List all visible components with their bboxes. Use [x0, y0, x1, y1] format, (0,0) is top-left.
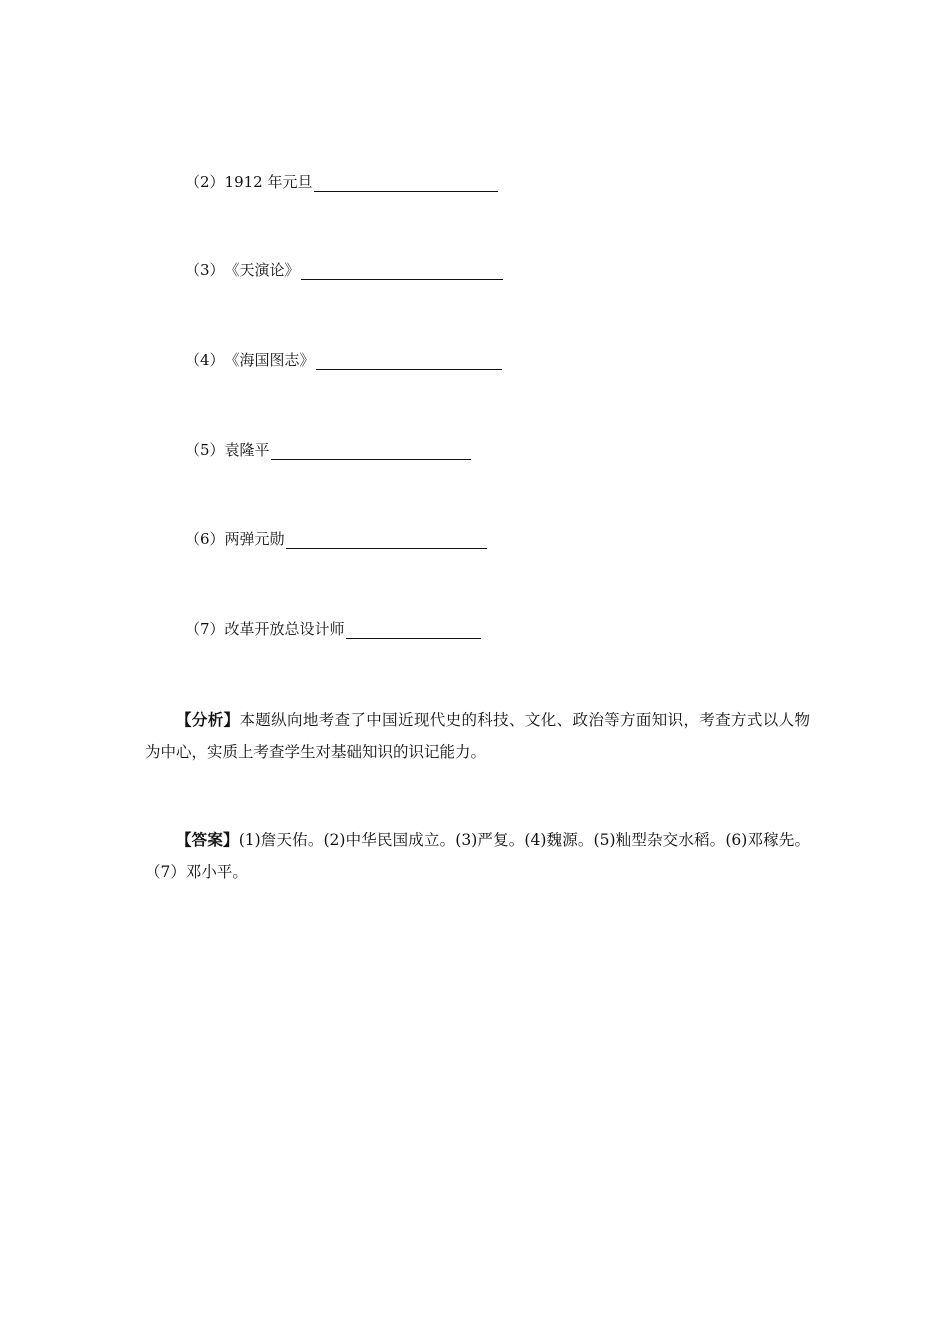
analysis-paragraph	[145, 704, 810, 768]
answer-blank[interactable]	[346, 622, 481, 639]
question-number: （7）	[185, 620, 225, 638]
answer-paragraph	[145, 824, 810, 888]
question-item-6	[185, 529, 487, 549]
answer-blank[interactable]	[286, 532, 487, 549]
question-text: 两弹元勋	[224, 530, 285, 548]
question-number: （6）	[185, 530, 225, 548]
answer-label: 【答案】	[176, 830, 239, 849]
question-text: 1912 年元旦	[224, 173, 313, 191]
question-text: 袁隆平	[224, 441, 270, 459]
answer-blank[interactable]	[271, 443, 471, 460]
answer-blank[interactable]	[316, 353, 502, 370]
question-text: 《天演论》	[224, 261, 300, 279]
question-item-3	[185, 260, 503, 280]
answer-blank[interactable]	[314, 175, 498, 192]
question-item-7	[185, 619, 481, 639]
question-text: 《海国图志》	[224, 351, 315, 369]
question-text: 改革开放总设计师	[224, 620, 345, 638]
question-item-5	[185, 440, 471, 460]
question-number: （2）	[185, 173, 225, 191]
question-number: （3）	[185, 261, 225, 279]
analysis-label: 【分析】	[176, 710, 240, 729]
analysis-text: 本题纵向地考查了中国近现代史的科技、文化、政治等方面知识，考查方式以人物为中心，实质上考查学生对基础知识的识记能力。	[145, 711, 810, 761]
answer-blank[interactable]	[301, 263, 503, 280]
question-number: （5）	[185, 441, 225, 459]
question-item-2	[185, 172, 498, 192]
question-number: （4）	[185, 351, 225, 369]
question-item-4	[185, 350, 502, 370]
answer-text: (1)詹天佑。(2)中华民国成立。(3)严复。(4)魏源。(5)籼型杂交水稻。(6)邓稼先。（7）邓小平。	[145, 831, 810, 881]
